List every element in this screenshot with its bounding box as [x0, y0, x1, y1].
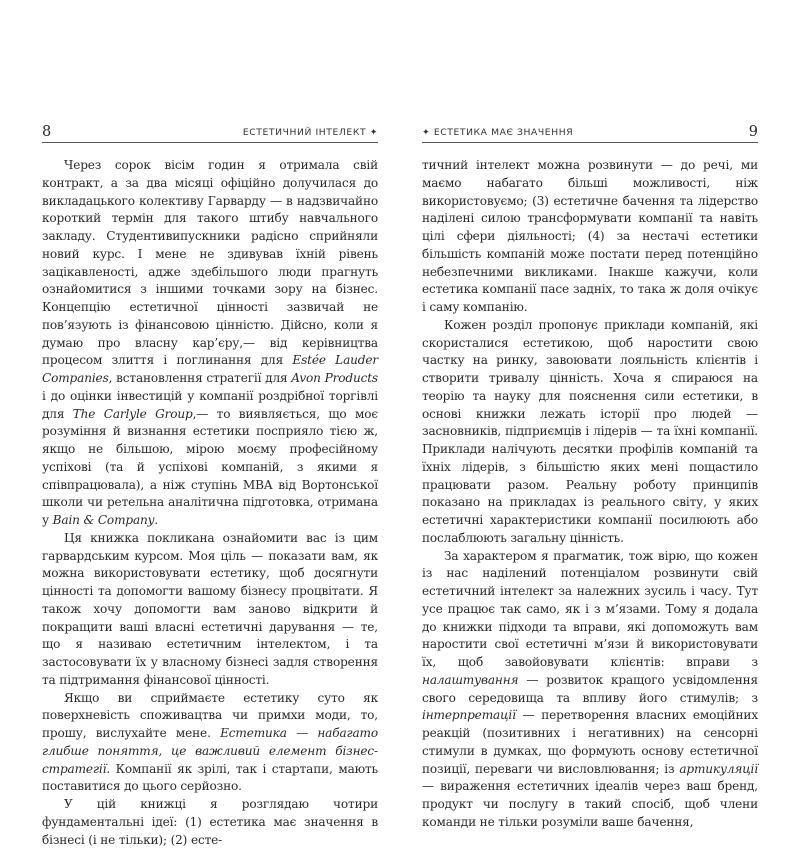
italic-text: Естетика — набагато глибше поняття, це важливий елемент бізнес-стратегії. — [42, 726, 378, 776]
italic-text: інтерпретації — [422, 708, 516, 723]
paragraph — [42, 690, 378, 797]
left-page — [42, 124, 378, 849]
right-page-number: 9 — [748, 124, 758, 140]
text-run: — вираження естетичних ідеалів через ваш бренд, продукт чи послугу в такий спосіб, щоб члени команди не тільки розуміли ваше бачення, — [422, 779, 758, 829]
left-page-body — [42, 157, 378, 849]
text-run: За характером я прагматик, тож вірю, що кожен із нас наділений потенціалом розвинути свій естетичний інтелект за належних зусиль і часу. Тут усе працює так само, як і з м’язами. Тому я додала до книжки підходи та вправи, які допоможуть вам наростити свої естетичні м’язи й використовувати їх, щоб завойовувати клієнтів: вправи з — [422, 548, 758, 669]
italic-text: Estée Lauder Companies — [42, 353, 378, 385]
text-run: ,— то виявляється, що моє розуміння й визнання естетики посприяло тією ж, якщо не більшою, мірою моєму професійному успіхові (та й успіхові компаній, з якими я співпрацювала), а ніж ступінь MBA від Вортонської школи чи ретельна аналітична підготовка, отримана у — [42, 406, 379, 527]
text-run: Якщо ви сприймаєте естетику суто як поверхневість споживацтва чи примхи моди, то, прошу, вислухайте мене. — [42, 690, 378, 740]
text-run: Компанії як зрілі, так і стартапи, мають поставитися до цього серйозно. — [42, 761, 378, 794]
text-run: Ця книжка покликана ознайомити вас із цим гарвардським курсом. Моя ціль — показати вам, як можна використовувати естетику, щоб досягнути цінності та допомогти вашому бізнесу процвітати. Я також хочу допомогти вам заново відкрити й покращити ваші власні естетичні дарування — те, що я називаю естетичним інтелектом, і та застосовувати їх у власному бізнесі задля створення та підтримання фінансової цінності. — [42, 530, 378, 687]
paragraph — [42, 796, 378, 849]
text-run: . — [154, 513, 159, 527]
paragraph — [42, 530, 378, 690]
text-run: і до оцінки інвестицій у компанії роздрібної торгівлі для — [42, 388, 378, 421]
text-run: Через сорок вісім годин я отримала свій контракт, а за два місяці офіційно долучилася до викладацького колективу Гарварду — в надзвичайно короткий термін для такого штибу навчального закладу. Студентивипускники радісно сприйняли новий курс. І мене не здивував їхній рівень зацікавленості, адже здебільшого люди прагнуть ознайомитися з іншими точками зору на бізнес. Концепцію естетичної цінності зазвичай не пов’язують із фінансовою цінністю. Дійсно, коли я думаю про власну кар’єру,— від керівництва процесом злиття і поглинання для — [42, 158, 378, 368]
text-run: — перетворення власних емоційних реакцій (позитивних і негативних) на сенсорні стимули в думках, що формують основу естетичної позиції, переваги чи висловлювання; із — [422, 708, 758, 776]
right-page — [422, 124, 758, 832]
text-run: Кожен розділ пропонує приклади компаній, які скористалися естетикою, щоб наростити свою частку на ринку, завоювати лояльність клієнтів і створити тривалу цінність. Хоча я спираюся на теорію та науку для пояснення сили естетики, в основі книжки лежать історії про людей — засновників, підприємців і лідерів — та їхні компанії. Приклади налічують десятки профілів компаній та їхніх лідерів, з більшістю яких мені пощастило працювати разом. Реальну роботу принципів показано на прикладах із реального світу, у яких естетичні характеристики компанії посилюють або послаблюють загальну цінність. — [422, 317, 758, 545]
left-running-head: ЕСТЕТИЧНИЙ ІНТЕЛЕКТ ✦ — [242, 127, 378, 138]
italic-text: The Carlyle Group — [72, 406, 193, 421]
italic-text: Bain & Company — [52, 513, 155, 527]
paragraph — [42, 157, 378, 530]
right-page-header — [422, 124, 758, 143]
text-run: У цій книжці я розглядаю чотири фундаментальні ідеї: (1) естетика має значення в бізнесі (і не тільки); (2) есте- — [42, 797, 378, 847]
italic-text: артикуляції — [679, 761, 758, 776]
text-run: — розвиток кращого усвідомлення свого середовища та впливу його стимулів; з — [422, 672, 758, 705]
italic-text: налаштування — [422, 672, 519, 687]
text-run: , встановлення стратегії для — [108, 371, 292, 385]
paragraph — [422, 317, 758, 548]
italic-text: Avon Products — [291, 371, 378, 385]
paragraph — [422, 548, 758, 832]
left-page-header — [42, 124, 378, 143]
left-page-number: 8 — [42, 124, 52, 140]
right-page-body — [422, 157, 758, 832]
paragraph — [422, 157, 758, 317]
right-running-head: ✦ ЕСТЕТИКА МАЄ ЗНАЧЕННЯ — [422, 127, 574, 138]
text-run: тичний інтелект можна розвинути — до речі, ми маємо набагато більші можливості, ніж використовуємо; (3) естетичне бачення та лідерство наділені силою трансформувати компанії та навіть цілі сфери діяльності; (4) за нестачі естетики більшість компаній може постати перед потенційно небезпечними викликами. Інакше кажучи, коли естетика компанії пасе задніх, то така ж доля очікує і саму компанію. — [422, 158, 758, 314]
